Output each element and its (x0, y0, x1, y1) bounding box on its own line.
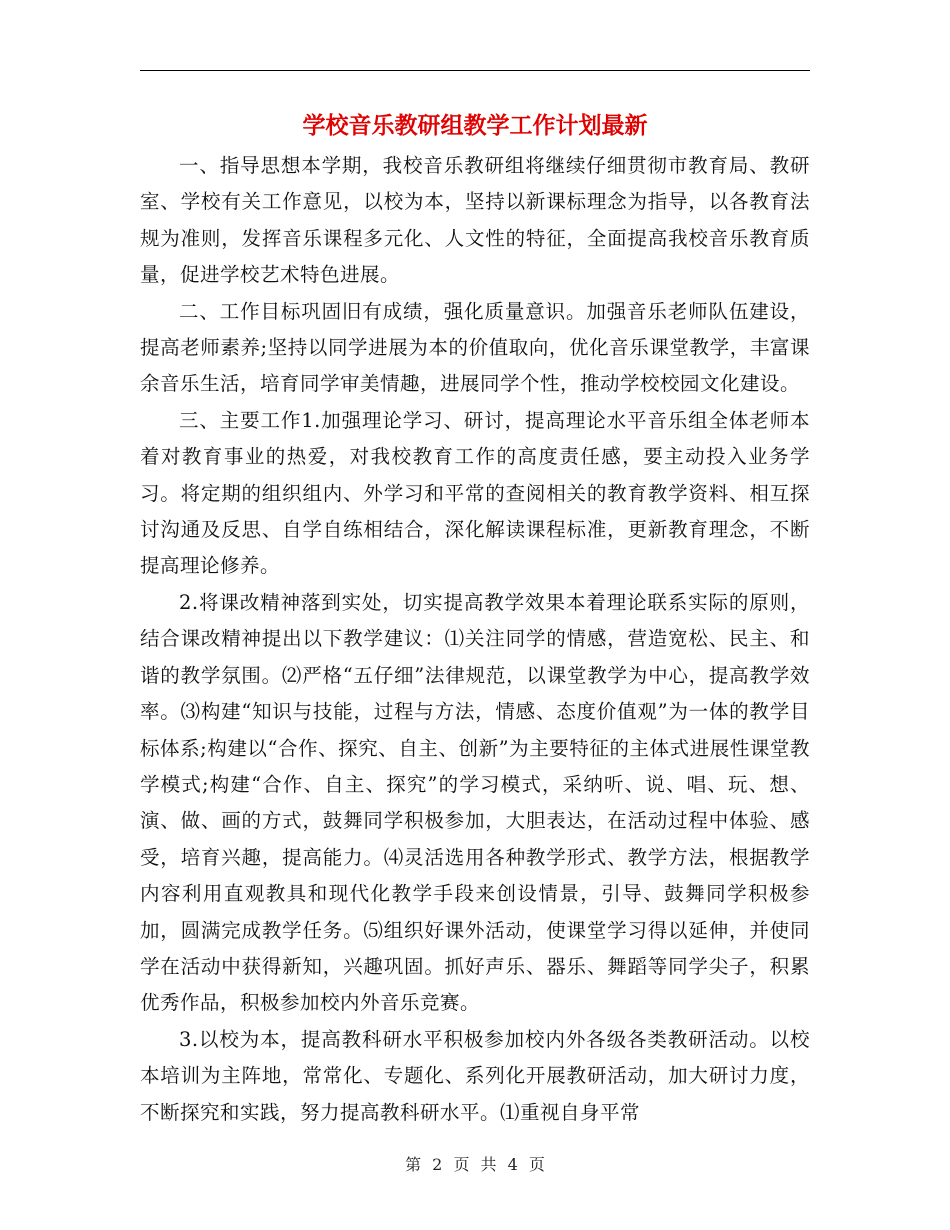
paragraph-work-goals: 二、工作目标巩固旧有成绩，强化质量意识。加强音乐老师队伍建设，提高老师素养;坚持以同学进展为本的价值取向，优化音乐课堂教学，丰富课余音乐生活，培育同学审美情趣，进展同学个性，推动学校校园文化建设。 (140, 299, 810, 396)
paragraph-main-work-3: 3.以校为本，提高教科研水平积极参加校内外各级各类教研活动。以校本培训为主阵地，常常化、专题化、系列化开展教研活动，加大研讨力度，不断探究和实践，努力提高教科研水平。⑴重视自身平常 (140, 1027, 810, 1124)
page-number-footer: 第 2 页 共 4 页 (405, 1155, 545, 1174)
paragraph-guiding-thought: 一、指导思想本学期，我校音乐教研组将继续仔细贯彻市教育局、教研室、学校有关工作意见，以校为本，坚持以新课标理念为指导，以各教育法规为准则，发挥音乐课程多元化、人文性的特征，全面提高我校音乐教育质量，促进学校艺术特色进展。 (140, 154, 810, 287)
document-title: 学校音乐教研组教学工作计划最新 (302, 112, 648, 139)
document-body (140, 148, 810, 1131)
paragraph-main-work-2: 2.将课改精神落到实处，切实提高教学效果本着理论联系实际的原则，结合课改精神提出以下教学建议：⑴关注同学的情感，营造宽松、民主、和谐的教学氛围。⑵严格“五仔细”法律规范，以课堂教学为中心，提高教学效率。⑶构建“知识与技能，过程与方法，情感、态度价值观”为一体的教学目标体系;构建以“合作、探究、自主、创新”为主要特征的主体式进展性课堂教学模式;构建“合作、自主、探究”的学习模式，采纳听、说、唱、玩、想、演、做、画的方式，鼓舞同学积极参加，大胆表达，在活动过程中体验、感受，培育兴趣，提高能力。⑷灵活选用各种教学形式、教学方法，根据教学内容利用直观教具和现代化教学手段来创设情景，引导、鼓舞同学积极参加，圆满完成教学任务。⑸组织好课外活动，使课堂学习得以延伸，并使同学在活动中获得新知，兴趣巩固。抓好声乐、器乐、舞蹈等同学尖子，积累优秀作品，积极参加校内外音乐竞赛。 (140, 590, 810, 1015)
header-rule (140, 70, 810, 71)
paragraph-main-work-1: 三、主要工作1.加强理论学习、研讨，提高理论水平音乐组全体老师本着对教育事业的热爱，对我校教育工作的高度责任感，要主动投入业务学习。将定期的组织组内、外学习和平常的查阅相关的教育教学资料、相互探讨沟通及反思、自学自练相结合，深化解读课程标准，更新教育理念，不断提高理论修养。 (140, 408, 810, 578)
